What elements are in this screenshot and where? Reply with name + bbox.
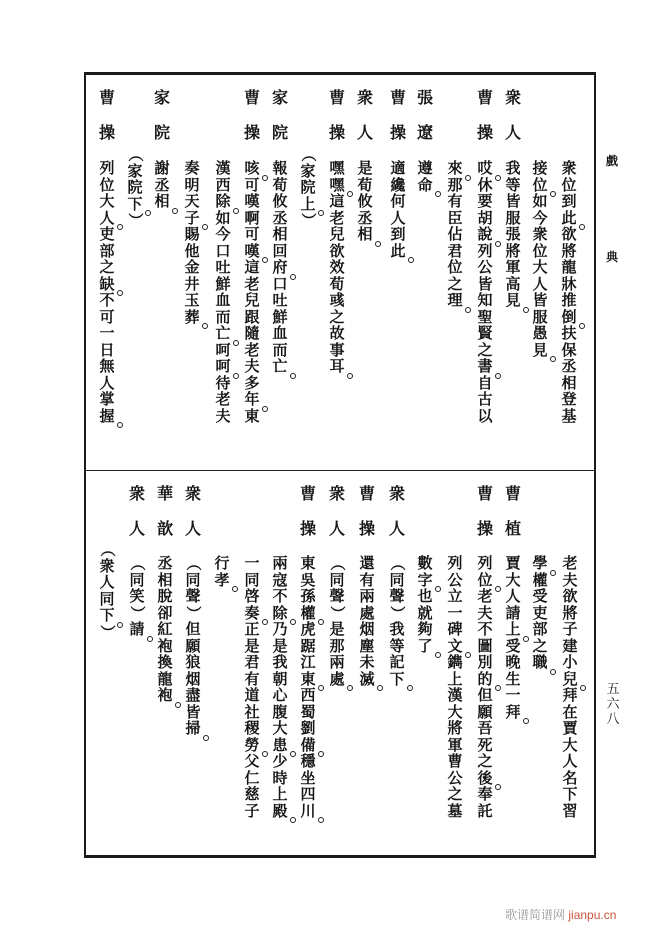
punctuation-mark <box>408 257 414 263</box>
dialogue-line: 行 孝 <box>213 555 231 588</box>
punctuation-mark <box>262 175 268 181</box>
section-divider <box>84 470 596 471</box>
dialogue-line: 還 有 兩 處 烟 塵 未 滅 <box>358 555 376 687</box>
punctuation-mark <box>435 586 441 592</box>
punctuation-mark <box>495 373 501 379</box>
dialogue-line: （ 同 聲 ） 我 等 記 下 <box>388 555 406 687</box>
punctuation-mark <box>318 685 324 691</box>
punctuation-mark <box>233 208 239 214</box>
dialogue-line: （ 同 笑 ） 請 <box>128 555 146 638</box>
punctuation-mark <box>579 323 585 329</box>
dialogue-line: 奏 明 天 子 賜 他 金 井 玉 葬 <box>183 160 201 325</box>
punctuation-mark <box>435 191 441 197</box>
punctuation-mark <box>550 570 556 576</box>
dialogue-line: 學 權 受 吏 部 之 職 <box>531 555 549 671</box>
running-title-2: 典 <box>605 250 618 264</box>
punctuation-mark <box>465 307 471 313</box>
punctuation-mark <box>375 241 381 247</box>
speaker: 衆 人 <box>184 484 201 538</box>
speaker: 曹 操 <box>389 88 406 142</box>
dialogue-line: 漢 西 除 如 今 口 吐 鮮 血 而 亡 呵 呵 待 老 夫 <box>214 160 232 424</box>
punctuation-mark <box>290 274 296 280</box>
dialogue-line: 一 同 啓 奏 正 是 君 有 道 社 稷 勞 父 仁 慈 子 <box>243 555 261 819</box>
punctuation-mark <box>523 718 529 724</box>
punctuation-mark <box>318 210 324 216</box>
stage-direction: （ 衆 人 同 下 ） <box>98 541 116 640</box>
punctuation-mark <box>262 751 268 757</box>
punctuation-mark <box>262 619 268 625</box>
dialogue-line: 東 吳 孫 權 虎 踞 江 東 西 蜀 劉 備 穩 坐 四 川 <box>299 555 317 819</box>
punctuation-mark <box>318 619 324 625</box>
punctuation-mark <box>117 622 123 628</box>
dialogue-line: 適 纔 何 人 到 此 <box>389 160 407 259</box>
speaker: 曹 操 <box>98 88 115 142</box>
punctuation-mark <box>262 406 268 412</box>
speaker: 家 院 <box>271 88 288 142</box>
dialogue-line: 數 字 也 就 夠 了 <box>416 555 434 654</box>
punctuation-mark <box>290 373 296 379</box>
punctuation-mark <box>290 751 296 757</box>
dialogue-line: 咳 可 嘆 啊 可 嘆 這 老 兒 跟 隨 老 夫 多 年 東 <box>243 160 261 424</box>
speaker: 曹 操 <box>476 484 493 538</box>
speaker: 家 院 <box>153 88 170 142</box>
punctuation-mark <box>523 636 529 642</box>
punctuation-mark <box>465 652 471 658</box>
speaker: 張 遼 <box>416 88 433 142</box>
punctuation-mark <box>523 307 529 313</box>
watermark-url: jianpu.cn <box>568 908 617 922</box>
speaker: 衆 人 <box>328 484 345 538</box>
speaker: 曹 操 <box>358 484 375 538</box>
dialogue-line: （ 同 聲 ） 是 那 兩 處 <box>328 555 346 687</box>
punctuation-mark <box>377 685 383 691</box>
punctuation-mark <box>435 652 441 658</box>
dialogue-line: 列 位 大 人 吏 部 之 缺 不 可 一 日 無 人 掌 握 <box>98 160 116 424</box>
dialogue-line: 賈 大 人 請 上 受 晚 生 一 拜 <box>504 555 522 720</box>
dialogue-line: 遵 命 <box>416 160 434 193</box>
dialogue-line: 我 等 皆 服 張 將 軍 高 見 <box>504 160 522 309</box>
speaker: 曹 植 <box>504 484 521 538</box>
punctuation-mark <box>579 224 585 230</box>
dialogue-line: （ 同 聲 ） 但 願 狼 烟 盡 皆 掃 <box>184 555 202 737</box>
watermark-cn: 歌谱简谱网 <box>505 908 566 922</box>
speaker: 曹 操 <box>476 88 493 142</box>
punctuation-mark <box>233 373 239 379</box>
punctuation-mark <box>495 784 501 790</box>
dialogue-line: 丞 相 脫 卻 紅 袍 換 龍 袍 <box>156 555 174 704</box>
dialogue-line: 列 公 立 一 碑 文 鐫 上 漢 大 將 軍 曹 公 之 墓 <box>446 555 464 819</box>
punctuation-mark <box>117 224 123 230</box>
punctuation-mark <box>318 751 324 757</box>
punctuation-mark <box>290 619 296 625</box>
dialogue-line: 兩 寇 不 除 乃 是 我 朝 心 腹 大 患 少 時 上 殿 <box>271 555 289 819</box>
speaker: 衆 人 <box>388 484 405 538</box>
punctuation-mark <box>145 210 151 216</box>
punctuation-mark <box>550 669 556 675</box>
punctuation-mark <box>290 817 296 823</box>
watermark <box>505 906 616 923</box>
punctuation-mark <box>407 685 413 691</box>
speaker: 曹 操 <box>328 88 345 142</box>
punctuation-mark <box>465 175 471 181</box>
dialogue-line: 老 夫 欲 將 子 建 小 兒 拜 在 賈 大 人 名 下 習 <box>561 555 579 819</box>
punctuation-mark <box>318 817 324 823</box>
running-title-1: 戲 <box>605 154 618 168</box>
speaker: 曹 操 <box>299 484 316 538</box>
punctuation-mark <box>117 290 123 296</box>
punctuation-mark <box>550 356 556 362</box>
stage-direction: （ 家 院 下 ） <box>126 146 144 229</box>
dialogue-line: 列 位 老 夫 不 圖 別 的 但 願 吾 死 之 後 奉 託 <box>476 555 494 819</box>
punctuation-mark <box>172 208 178 214</box>
dialogue-line: 是 荀 攸 丞 相 <box>356 160 374 243</box>
punctuation-mark <box>347 373 353 379</box>
speaker: 衆 人 <box>504 88 521 142</box>
punctuation-mark <box>147 636 153 642</box>
punctuation-mark <box>233 340 239 346</box>
punctuation-mark <box>175 702 181 708</box>
punctuation-mark <box>347 685 353 691</box>
punctuation-mark <box>232 586 238 592</box>
speaker: 衆 人 <box>356 88 373 142</box>
punctuation-mark <box>495 175 501 181</box>
punctuation-mark <box>203 735 209 741</box>
punctuation-mark <box>117 422 123 428</box>
punctuation-mark <box>495 685 501 691</box>
dialogue-line: 嘿 嘿 這 老 兒 欲 效 荀 彧 之 故 事 耳 <box>328 160 346 375</box>
punctuation-mark <box>495 241 501 247</box>
speaker: 華 歆 <box>156 484 173 538</box>
page-number <box>605 682 621 727</box>
dialogue-line: 來 那 有 臣 佔 君 位 之 理 <box>446 160 464 309</box>
dialogue-line: 接 位 如 今 衆 位 大 人 皆 服 愚 見 <box>531 160 549 358</box>
stage-direction: （ 家 院 上 ） <box>299 146 317 229</box>
punctuation-mark <box>202 224 208 230</box>
dialogue-line: 謝 丞 相 <box>153 160 171 210</box>
dialogue-line: 報 荀 攸 丞 相 回 府 口 吐 鮮 血 而 亡 <box>271 160 289 375</box>
punctuation-mark <box>347 191 353 197</box>
punctuation-mark <box>550 191 556 197</box>
punctuation-mark <box>262 257 268 263</box>
speaker: 衆 人 <box>128 484 145 538</box>
punctuation-mark <box>580 685 586 691</box>
punctuation-mark <box>202 323 208 329</box>
dialogue-line: 衆 位 到 此 欲 將 龍 牀 推 倒 扶 保 丞 相 登 基 <box>560 160 578 424</box>
page-number-text: 五 六 八 <box>606 682 620 727</box>
speaker: 曹 操 <box>243 88 260 142</box>
punctuation-mark <box>495 586 501 592</box>
dialogue-line: 哎 休 要 胡 說 列 公 皆 知 聖 賢 之 書 自 古 以 <box>476 160 494 424</box>
